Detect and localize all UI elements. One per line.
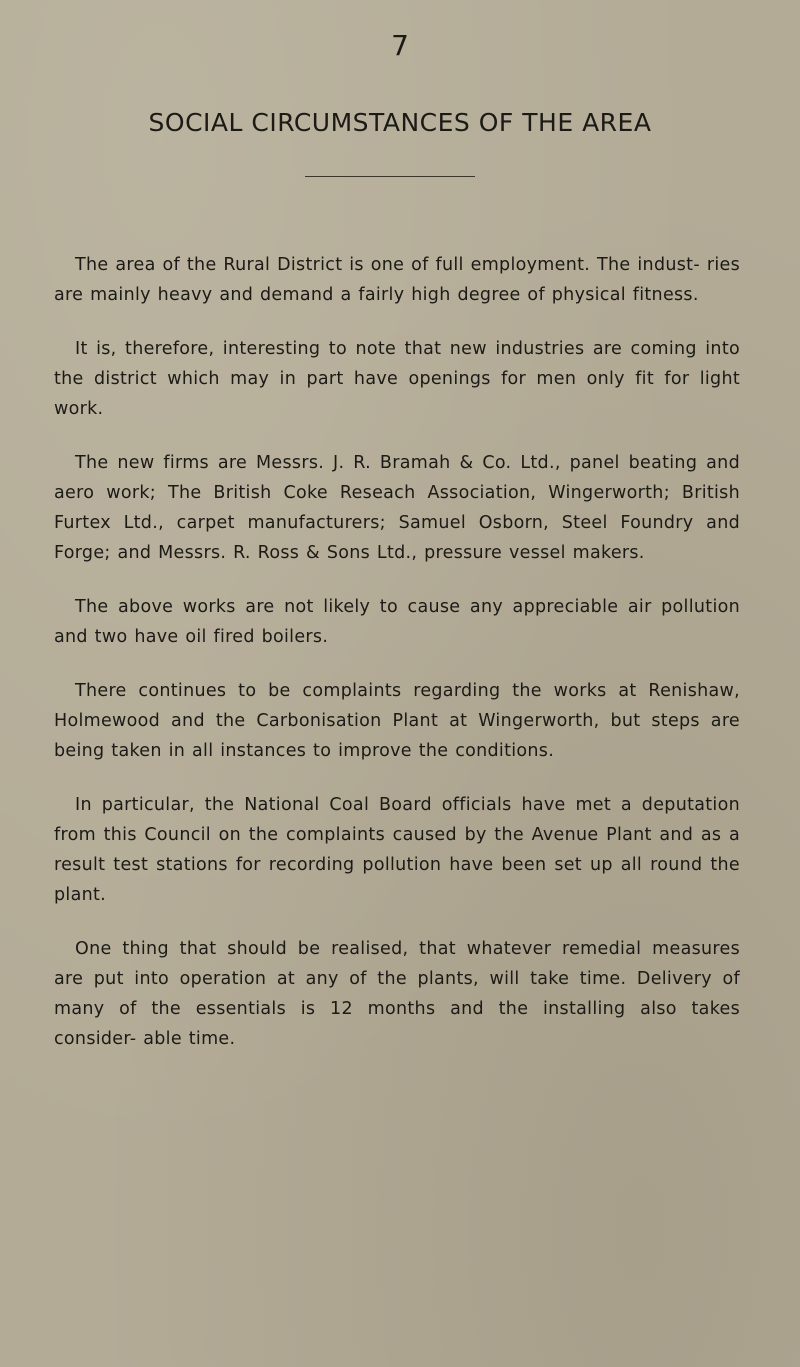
paragraph-new-firms: The new firms are Messrs. J. R. Bramah & Co. Ltd., panel beating and aero work; The British Coke Reseach Association, Wingerworth; British Furtex Ltd., carpet manufacturers; Samuel Osborn, Steel Foundry and Forge; and Messrs. R. Ross & Sons Ltd., pressure vessel makers. (54, 453, 740, 563)
paragraph-complaints: There continues to be complaints regarding the works at Renishaw, Holmewood and the Carbonisation Plant at Wingerworth, but steps are being taken in all instances to improve the conditions. (54, 681, 740, 761)
paragraph-air-pollution: The above works are not likely to cause any appreciable air pollution and two have oil fired boilers. (54, 597, 740, 647)
paragraph-new-industries: It is, therefore, interesting to note that new industries are coming into the district which may in part have openings for men only fit for light work. (54, 339, 740, 419)
page-number: 7 (391, 29, 409, 62)
paragraph-remedial-measures: One thing that should be realised, that whatever remedial measures are put into operation at any of the plants, will take time. Delivery of many of the essentials is 12 months and the installing also takes consider- able time. (54, 939, 740, 1049)
paragraph-coal-board: In particular, the National Coal Board officials have met a deputation from this Council on the complaints caused by the Avenue Plant and as a result test stations for recording pollution have been set up all round the plant. (54, 795, 740, 905)
paragraph-employment: The area of the Rural District is one of full employment. The indust- ries are mainly heavy and demand a fairly high degree of physical fitness. (54, 255, 740, 305)
page-title: SOCIAL CIRCUMSTANCES OF THE AREA (148, 108, 652, 137)
body-text (54, 250, 740, 1078)
title-underline-rule (305, 176, 475, 177)
